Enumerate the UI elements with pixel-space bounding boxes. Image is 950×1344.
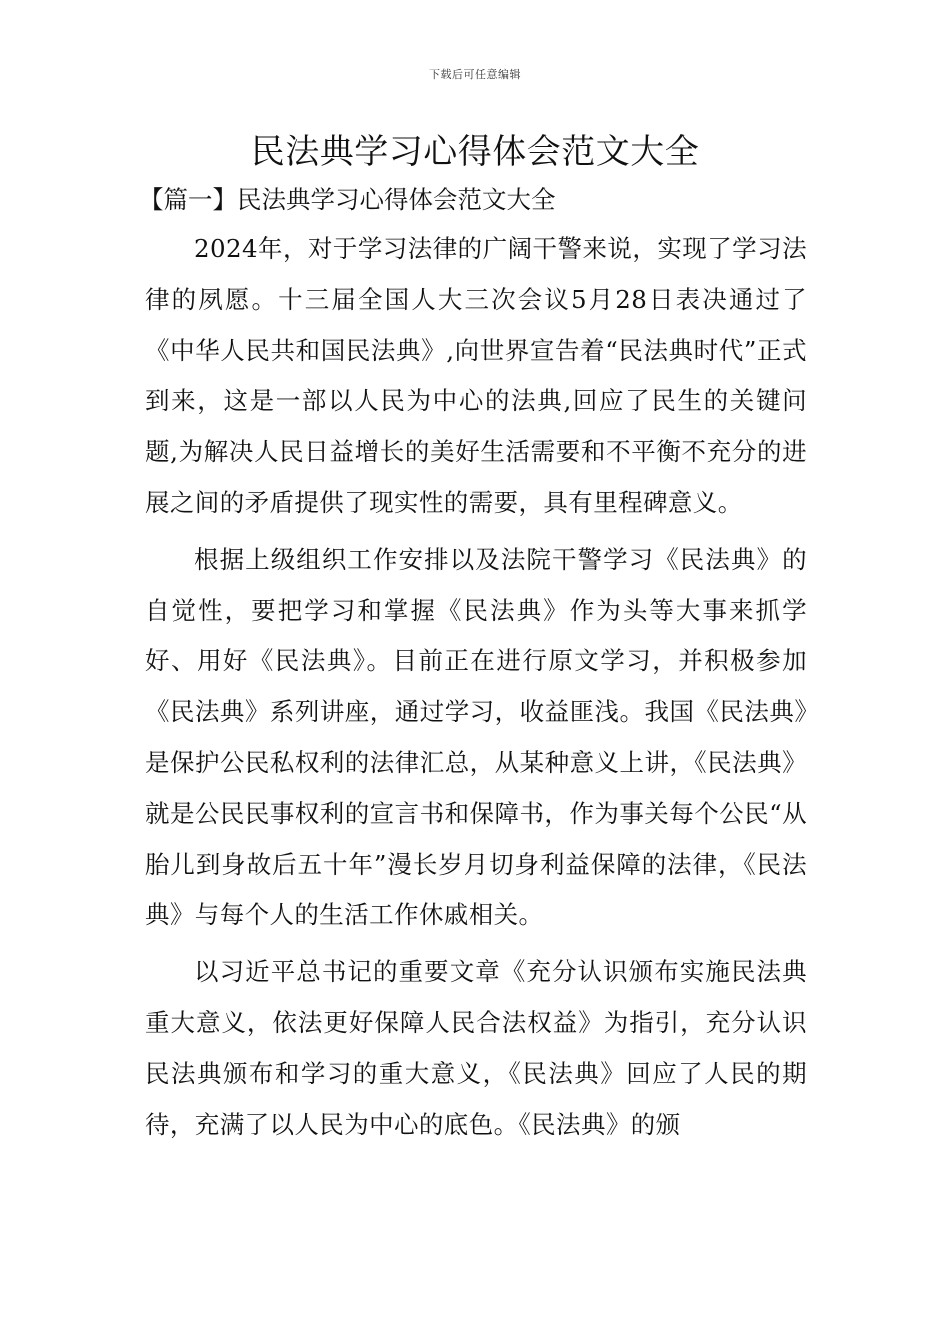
paragraph-1: 2024年，对于学习法律的广阔干警来说，实现了学习法律的夙愿。十三届全国人大三次会议5月28日表决通过了《中华人民共和国民法典》,向世界宣告着“民法典时代”正式到来，这是一部以人民为中心的法典,回应了民生的关键问题,为解决人民日益增长的美好生活需要和不平衡不充分的进展之间的矛盾提供了现实性的需要，具有里程碑意义。 [145, 234, 807, 517]
paragraph-3: 以习近平总书记的重要文章《充分认识颁布实施民法典重大意义，依法更好保障人民合法权益》为指引，充分认识民法典颁布和学习的重大意义，《民法典》回应了人民的期待，充满了以人民为中心的底色。《民法典》的颁 [145, 957, 807, 1139]
header-note: 下载后可任意编辑 [429, 68, 521, 81]
document-body [139, 176, 807, 1156]
document-title: 民法典学习心得体会范文大全 [250, 132, 700, 172]
section-heading: 【篇一】民法典学习心得体会范文大全 [139, 185, 556, 214]
paragraph-2: 根据上级组织工作安排以及法院干警学习《民法典》的自觉性，要把学习和掌握《民法典》作为头等大事来抓学好、用好《民法典》。目前正在进行原文学习，并积极参加《民法典》系列讲座，通过学习，收益匪浅。我国《民法典》是保护公民私权利的法律汇总，从某种意义上讲，《民法典》就是公民民事权利的宣言书和保障书，作为事关每个公民“从胎儿到身故后五十年”漫长岁月切身利益保障的法律，《民法典》与每个人的生活工作休戚相关。 [145, 544, 807, 930]
